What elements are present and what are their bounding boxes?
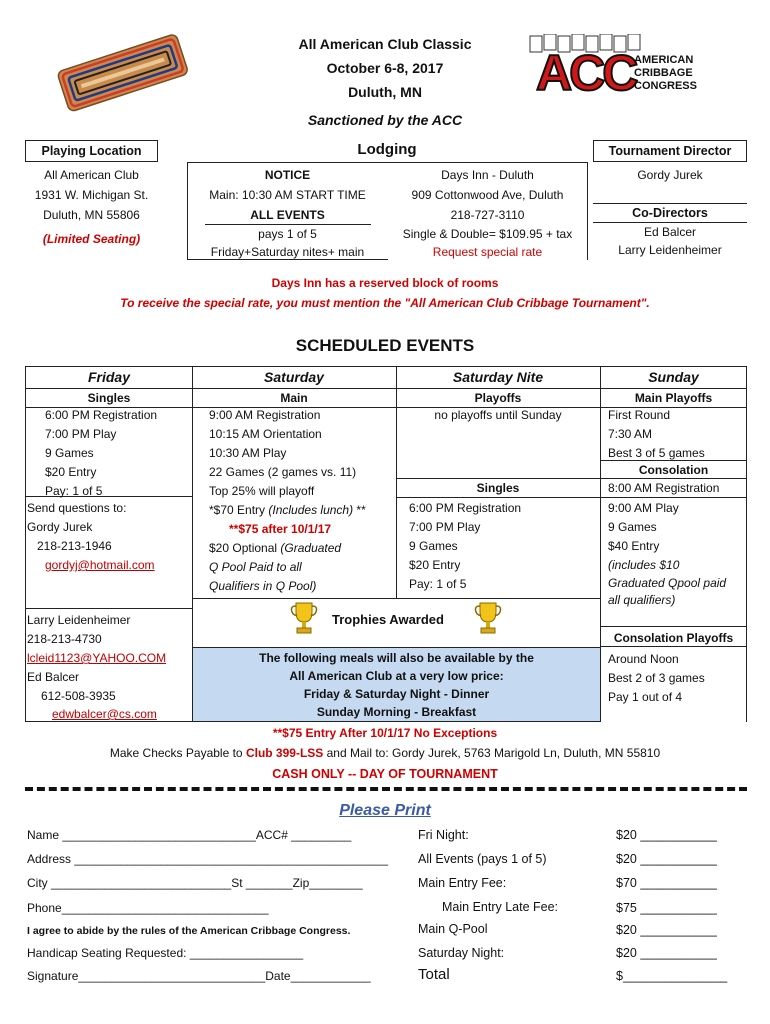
handicap-field[interactable]: Handicap Seating Requested: _________________ — [27, 946, 304, 960]
ed-contact: Ed Balcer 612-508-3935 — [27, 670, 116, 703]
fee-label-qpool: Main Q-Pool — [418, 922, 488, 936]
codirectors-list: Ed Balcer Larry Leidenheimer — [618, 225, 722, 257]
fee-amount-total[interactable]: $_______________ — [616, 969, 728, 983]
event-city: Duluth, MN — [348, 84, 422, 100]
saturday-details: 9:00 AM Registration 10:15 AM Orientation 10:30 AM Play 22 Games (2 games vs. 11) Top 25% will playoff *$70 Entry (Includes lunch) ** **$75 after 10/1/17 $20 Optional (Graduated Q Pool Paid to all Qualifiers in Q Pool) — [209, 408, 366, 593]
notice-divider — [205, 224, 371, 225]
saturday-header: Saturday — [264, 369, 324, 385]
email-ed-link[interactable]: edwbalcer@cs.com — [52, 707, 157, 721]
saturday-sub: Main — [280, 391, 308, 405]
name-field[interactable]: Name _____________________________ACC# _________ — [27, 828, 352, 842]
acc-logo — [522, 34, 702, 104]
limited-seating: (Limited Seating) — [42, 232, 141, 246]
reserved-block-notice: Days Inn has a reserved block of rooms — [271, 276, 499, 290]
fee-amount-sat[interactable]: $20 ___________ — [616, 946, 717, 960]
cribbage-board-image — [55, 32, 190, 112]
fee-label-total: Total — [418, 966, 450, 983]
fee-amount-late[interactable]: $75 ___________ — [616, 901, 717, 915]
please-print: Please Print — [339, 802, 431, 819]
hotel-info: Days Inn - Duluth 909 Cottonwood Ave, Duluth 218-727-3110 Single & Double= $109.95 + tax Request special rate — [402, 168, 573, 259]
agree-rules: I agree to abide by the rules of the American Cribbage Congress. — [27, 925, 351, 937]
consolation-playoffs-sub: Consolation Playoffs — [613, 631, 734, 645]
fee-amount-all[interactable]: $20 ___________ — [616, 852, 717, 866]
event-dates: October 6-8, 2017 — [326, 60, 444, 76]
email-gordy-link[interactable]: gordyj@hotmail.com — [45, 558, 155, 572]
lodging-header: Lodging — [187, 138, 587, 162]
late-entry-notice: **$75 Entry After 10/1/17 No Exceptions — [272, 726, 498, 740]
nite-sub: Playoffs — [474, 391, 522, 405]
meals-box: The following meals will also be available by the All American Club at a very low price: Friday & Saturday Night - Dinner Sunday Morning - Breakfast — [193, 648, 600, 721]
acc-logo-letters: ACC — [536, 45, 636, 101]
location-address: All American Club 1931 W. Michigan St. Duluth, MN 55806 — [34, 168, 149, 222]
friday-contacts: Send questions to: Gordy Jurek 218-213-1946 — [27, 501, 127, 553]
sunday-sub: Main Playoffs — [634, 391, 713, 405]
fee-label-fri: Fri Night: — [418, 828, 469, 842]
consolation-details: 8:00 AM Registration 9:00 AM Play 9 Games $40 Entry (includes $10 Graduated Qpool paid all qualifiers) — [608, 481, 727, 607]
fee-label-sat: Saturday Night: — [418, 946, 505, 960]
cash-only: CASH ONLY -- DAY OF TOURNAMENT — [272, 767, 498, 781]
signature-field[interactable]: Signature____________________________Date____________ — [27, 969, 371, 983]
phone-field[interactable]: Phone_______________________________ — [27, 901, 269, 915]
playing-location-header: Playing Location — [25, 140, 158, 162]
nite-note: no playoffs until Sunday — [434, 408, 562, 422]
consolation-sub: Consolation — [638, 463, 709, 477]
consolation-playoffs-details: Around Noon Best 2 of 3 games Pay 1 out of 4 — [608, 652, 705, 704]
address-field[interactable]: Address _______________________________________________ — [27, 852, 389, 866]
friday-details: 6:00 PM Registration 7:00 PM Play 9 Games $20 Entry Pay: 1 of 5 — [45, 408, 158, 498]
fee-label-all: All Events (pays 1 of 5) — [418, 852, 547, 866]
email-larry-link[interactable]: lcleid1123@YAHOO.COM — [27, 651, 167, 665]
trophies-awarded: Trophies Awarded — [332, 612, 444, 627]
city-field[interactable]: City ___________________________St _______Zip________ — [27, 876, 363, 890]
trophy-icon-right — [474, 600, 502, 636]
scheduled-events-title: SCHEDULED EVENTS — [295, 336, 475, 355]
friday-header: Friday — [87, 369, 130, 385]
saturday-nite-header: Saturday Nite — [452, 369, 544, 385]
notice-box: NOTICE Main: 10:30 AM START TIME ALL EVENTS pays 1 of 5 Friday+Saturday nites+ main — [209, 168, 366, 259]
fee-amount-main[interactable]: $70 ___________ — [616, 876, 717, 890]
larry-contact: Larry Leidenheimer 218-213-4730 — [27, 613, 131, 646]
friday-sub: Singles — [87, 391, 131, 405]
fee-label-late: Main Entry Late Fee: — [442, 900, 559, 914]
event-title: All American Club Classic — [298, 36, 472, 52]
sanctioned-text: Sanctioned by the ACC — [307, 112, 463, 128]
fee-amount-qpool[interactable]: $20 ___________ — [616, 923, 717, 937]
codirectors-header: Co-Directors — [593, 203, 747, 223]
acc-logo-text: AMERICAN CRIBBAGE CONGRESS — [634, 54, 697, 92]
fee-amount-fri[interactable]: $20 ___________ — [616, 828, 717, 842]
checks-payable: Make Checks Payable to Club 399-LSS and Mail to: Gordy Jurek, 5763 Marigold Ln, Duluth, MN 55810 — [109, 746, 661, 760]
nite-singles: Singles — [476, 481, 520, 495]
sunday-header: Sunday — [648, 369, 699, 385]
director-name: Gordy Jurek — [637, 168, 703, 182]
cut-line — [25, 787, 747, 793]
special-rate-notice: To receive the special rate, you must mention the "All American Club Cribbage Tournament". — [120, 296, 650, 310]
fee-label-main: Main Entry Fee: — [418, 876, 507, 890]
lodging-right-border — [587, 162, 588, 260]
director-header: Tournament Director — [593, 140, 747, 162]
sunday-details: First Round 7:30 AM Best 3 of 5 games — [608, 408, 705, 460]
nite-details: 6:00 PM Registration 7:00 PM Play 9 Games $20 Entry Pay: 1 of 5 — [409, 501, 522, 591]
